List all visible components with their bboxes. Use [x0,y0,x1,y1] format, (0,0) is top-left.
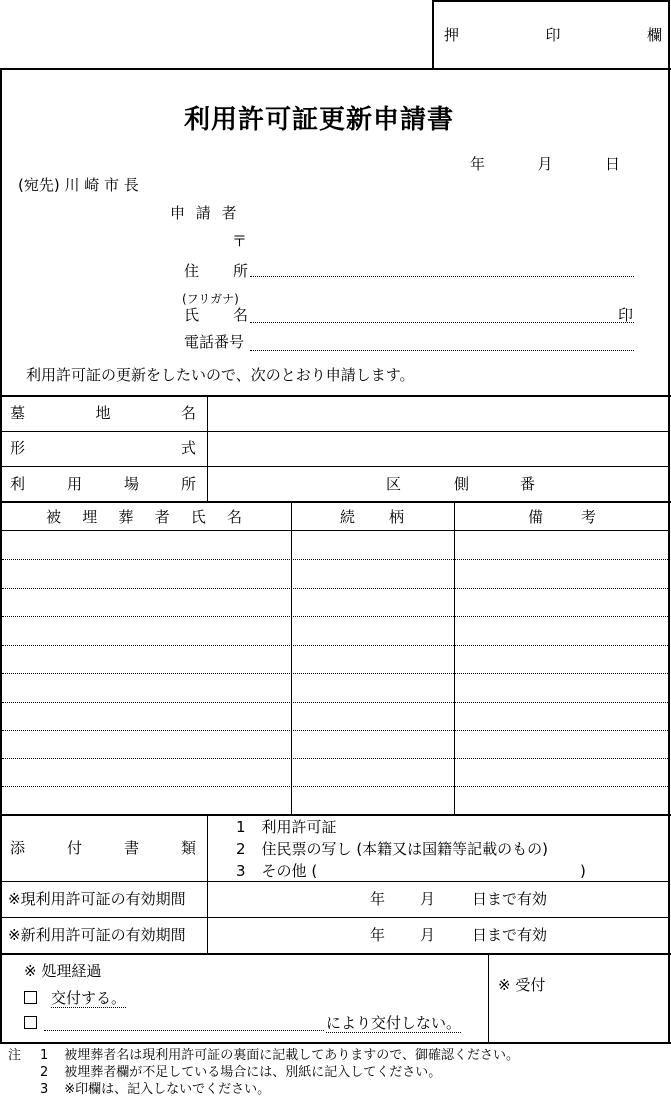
grave-name-field[interactable] [209,397,667,430]
no-issue-reason-line[interactable] [44,1030,324,1031]
applicant-label: 申 請 者 [170,204,240,222]
no-issue-checkbox[interactable] [24,1016,37,1029]
current-validity-suffix: 日まで有効 [472,890,548,908]
current-validity-year: 年 [370,890,386,908]
new-validity-suffix: 日まで有効 [472,926,548,944]
issue-option[interactable]: 交付する。 [24,989,126,1007]
current-validity-label: ※現利用許可証の有効期間 [8,890,186,908]
attachment-item-2: 2 住民票の写し (本籍又は国籍等記載のもの) [236,840,549,858]
date-fields: 年 月 日 [470,155,620,173]
addressee: (宛先) 川 崎 市 長 [18,176,139,194]
location-label: 利 用 場 所 [10,475,196,493]
note-3: 3 ※印欄は、記入しないでください。 [40,1082,271,1097]
grave-name-label: 墓 地 名 [10,404,196,422]
new-validity-month: 月 [420,926,436,944]
address-line[interactable] [250,276,634,277]
attachment-item-3: 3 その他 ( [236,862,318,880]
name-label: 氏 名 [184,306,248,324]
new-validity-year: 年 [370,926,386,944]
name-line[interactable] [250,322,634,323]
location-side: 側 [454,475,470,493]
form-type-label: 形 式 [10,439,196,457]
form-type-field[interactable] [209,433,667,465]
no-issue-text: により交付しない。 [326,1014,462,1032]
address-label: 住 所 [184,262,248,280]
header-buried-name: 被 埋 葬 者 氏 名 [46,508,242,526]
form-title: 利用許可証更新申請書 [184,105,455,135]
note-2: 2 被埋葬者欄が不足している場合には、別紙に記入してください。 [40,1065,442,1080]
header-relation: 続 柄 [340,508,404,526]
location-ward: 区 [386,475,402,493]
new-validity-label: ※新利用許可証の有効期間 [8,926,186,944]
phone-line[interactable] [250,350,634,351]
notes-prefix: 注 [8,1048,22,1063]
processing-label: ※ 処理経過 [24,962,102,980]
attachment-item-3-close: ) [580,862,586,880]
intro-text: 利用許可証の更新をしたいので、次のとおり申請します。 [26,366,415,384]
no-issue-option[interactable] [24,1014,41,1032]
seal-mark: 印 [618,306,634,324]
postal-mark: 〒 [232,232,248,250]
phone-label: 電話番号 [184,333,245,351]
attachments-label: 添 付 書 類 [10,839,196,857]
current-validity-month: 月 [420,890,436,908]
attachment-item-1: 1 利用許可証 [236,818,337,836]
issue-checkbox[interactable] [24,991,37,1004]
location-number: 番 [520,475,536,493]
reception-label: ※ 受付 [498,976,546,994]
header-remarks: 備 考 [528,508,596,526]
furigana-label: (フリガナ) [182,292,239,306]
seal-box-label: 押 印 欄 [444,26,662,44]
note-1: 1 被埋葬者名は現利用許可証の裏面に記載してありますので、御確認ください。 [40,1048,520,1063]
